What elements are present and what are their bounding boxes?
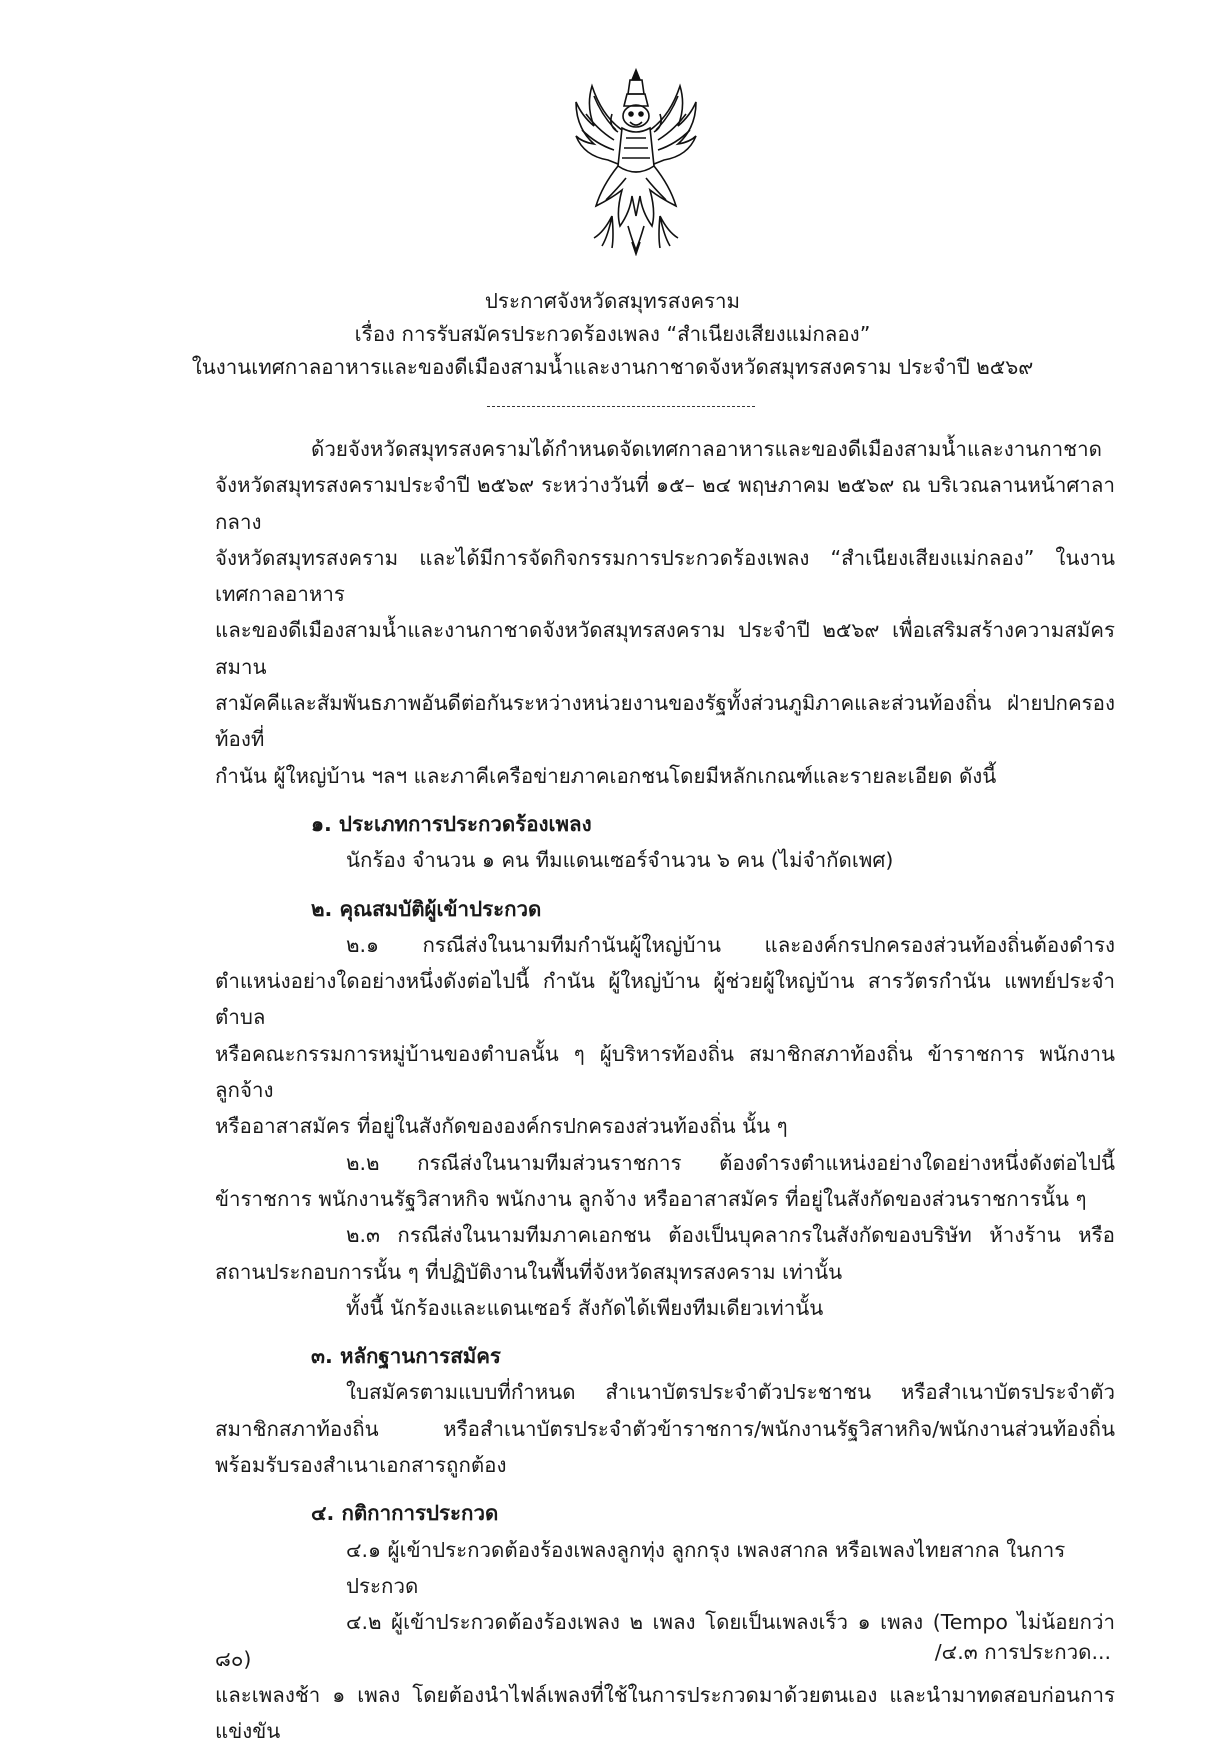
header-title: ประกาศจังหวัดสมุทรสงคราม [484, 289, 741, 313]
document-header [0, 285, 1225, 384]
section-2-3-line: สถานประกอบการนั้น ๆ ที่ปฏิบัติงานในพื้นที่จังหวัดสมุทรสงคราม เท่านั้น [215, 1259, 843, 1284]
document-body [215, 431, 1115, 1749]
section-2-3-line: ๒.๓ กรณีส่งในนามทีมภาคเอกชน ต้องเป็นบุคลากรในสังกัดของบริษัท ห้างร้าน หรือ [346, 1223, 1115, 1248]
intro-line: และของดีเมืองสามน้ำและงานกาชาดจังหวัดสมุทรสงคราม ประจำปี ๒๕๖๙ เพื่อเสริมสร้างความสมัครสมาน [215, 618, 1115, 679]
header-event: ในงานเทศกาลอาหารและของดีเมืองสามน้ำและงานกาชาดจังหวัดสมุทรสงคราม ประจำปี ๒๕๖๙ [191, 355, 1034, 379]
section-4-2-line: และเพลงช้า ๑ เพลง โดยต้องนำไฟล์เพลงที่ใช้ในการประกวดมาด้วยตนเอง และนำมาทดสอบก่อนการแข่งขัน [215, 1682, 1115, 1744]
intro-line: สามัคคีและสัมพันธภาพอันดีต่อกันระหว่างหน่วยงานของรัฐทั้งส่วนภูมิภาคและส่วนท้องถิ่น ฝ่ายปกครองท้องที่ [215, 691, 1115, 752]
section-4-2-line: ๔.๒ ผู้เข้าประกวดต้องร้องเพลง ๒ เพลง โดยเป็นเพลงเร็ว ๑ เพลง (Tempo ไม่น้อยกว่า ๘๐) [215, 1610, 1115, 1671]
garuda-emblem-icon [572, 66, 700, 256]
header-divider [487, 406, 755, 407]
header-subject: เรื่อง การรับสมัครประกวดร้องเพลง “สำเนียงเสียงแม่กลอง” [354, 322, 871, 346]
section-2-2-line: ข้าราชการ พนักงานรัฐวิสาหกิจ พนักงาน ลูกจ้าง หรืออาสาสมัคร ที่อยู่ในสังกัดของส่วนราชการนั้น ๆ [215, 1186, 1087, 1211]
intro-line: จังหวัดสมุทรสงคราม และได้มีการจัดกิจกรรมการประกวดร้องเพลง “สำเนียงเสียงแม่กลอง” ในงานเทศกาลอาหาร [215, 545, 1115, 607]
section-2-2-line: ๒.๒ กรณีส่งในนามทีมส่วนราชการ ต้องดำรงตำแหน่งอย่างใดอย่างหนึ่งดังต่อไปนี้ [346, 1150, 1115, 1175]
intro-line: กำนัน ผู้ใหญ่บ้าน ฯลฯ และภาคีเครือข่ายภาคเอกชนโดยมีหลักเกณฑ์และรายละเอียด ดังนี้ [215, 763, 997, 788]
section-2-1-line: หรือคณะกรรมการหมู่บ้านของตำบลนั้น ๆ ผู้บริหารท้องถิ่น สมาชิกสภาท้องถิ่น ข้าราชการ พนักงาน ลูกจ้าง [215, 1041, 1115, 1103]
section-3-line: พร้อมรับรองสำเนาเอกสารถูกต้อง [215, 1453, 507, 1478]
section-4-1-text: ๔.๑ ผู้เข้าประกวดต้องร้องเพลงลูกทุ่ง ลูกกรุง เพลงสากล หรือเพลงไทยสากล ในการประกวด [346, 1537, 1066, 1598]
section-2-title: ๒. คุณสมบัติผู้เข้าประกวด [311, 896, 542, 921]
section-3-line: ใบสมัครตามแบบที่กำหนด สำเนาบัตรประจำตัวประชาชน หรือสำเนาบัตรประจำตัว [346, 1380, 1115, 1405]
section-3-line: สมาชิกสภาท้องถิ่น หรือสำเนาบัตรประจำตัวข้าราชการ/พนักงานรัฐวิสาหกิจ/พนักงานส่วนท้องถิ่น [215, 1416, 1115, 1441]
section-2-1-line: ตำแหน่งอย่างใดอย่างหนึ่งดังต่อไปนี้ กำนัน ผู้ใหญ่บ้าน ผู้ช่วยผู้ใหญ่บ้าน สารวัตรกำนัน แพทย์ประจำตำบล [215, 969, 1115, 1030]
section-2-1-line: ๒.๑ กรณีส่งในนามทีมกำนันผู้ใหญ่บ้าน และองค์กรปกครองส่วนท้องถิ่นต้องดำรง [346, 932, 1115, 957]
intro-line: จังหวัดสมุทรสงครามประจำปี ๒๕๖๙ ระหว่างวันที่ ๑๕– ๒๔ พฤษภาคม ๒๕๖๙ ณ บริเวณลานหน้าศาลากลาง [215, 473, 1115, 534]
section-4-title: ๔. กติกาการประกวด [311, 1501, 499, 1526]
section-2-1-line: หรืออาสาสมัคร ที่อยู่ในสังกัดขององค์กรปกครองส่วนท้องถิ่น นั้น ๆ [215, 1114, 788, 1139]
section-3-title: ๓. หลักฐานการสมัคร [311, 1344, 501, 1369]
section-1-text: นักร้อง จำนวน ๑ คน ทีมแดนเซอร์จำนวน ๖ คน (ไม่จำกัดเพศ) [346, 848, 894, 873]
section-1-title: ๑. ประเภทการประกวดร้องเพลง [311, 811, 592, 836]
page-continuation: /๔.๓ การประกวด... [934, 1640, 1111, 1664]
intro-line: ด้วยจังหวัดสมุทรสงครามได้กำหนดจัดเทศกาลอาหารและของดีเมืองสามน้ำและงานกาชาด [311, 437, 1102, 461]
section-2-note: ทั้งนี้ นักร้องและแดนเซอร์ สังกัดได้เพียงทีมเดียวเท่านั้น [346, 1295, 824, 1320]
